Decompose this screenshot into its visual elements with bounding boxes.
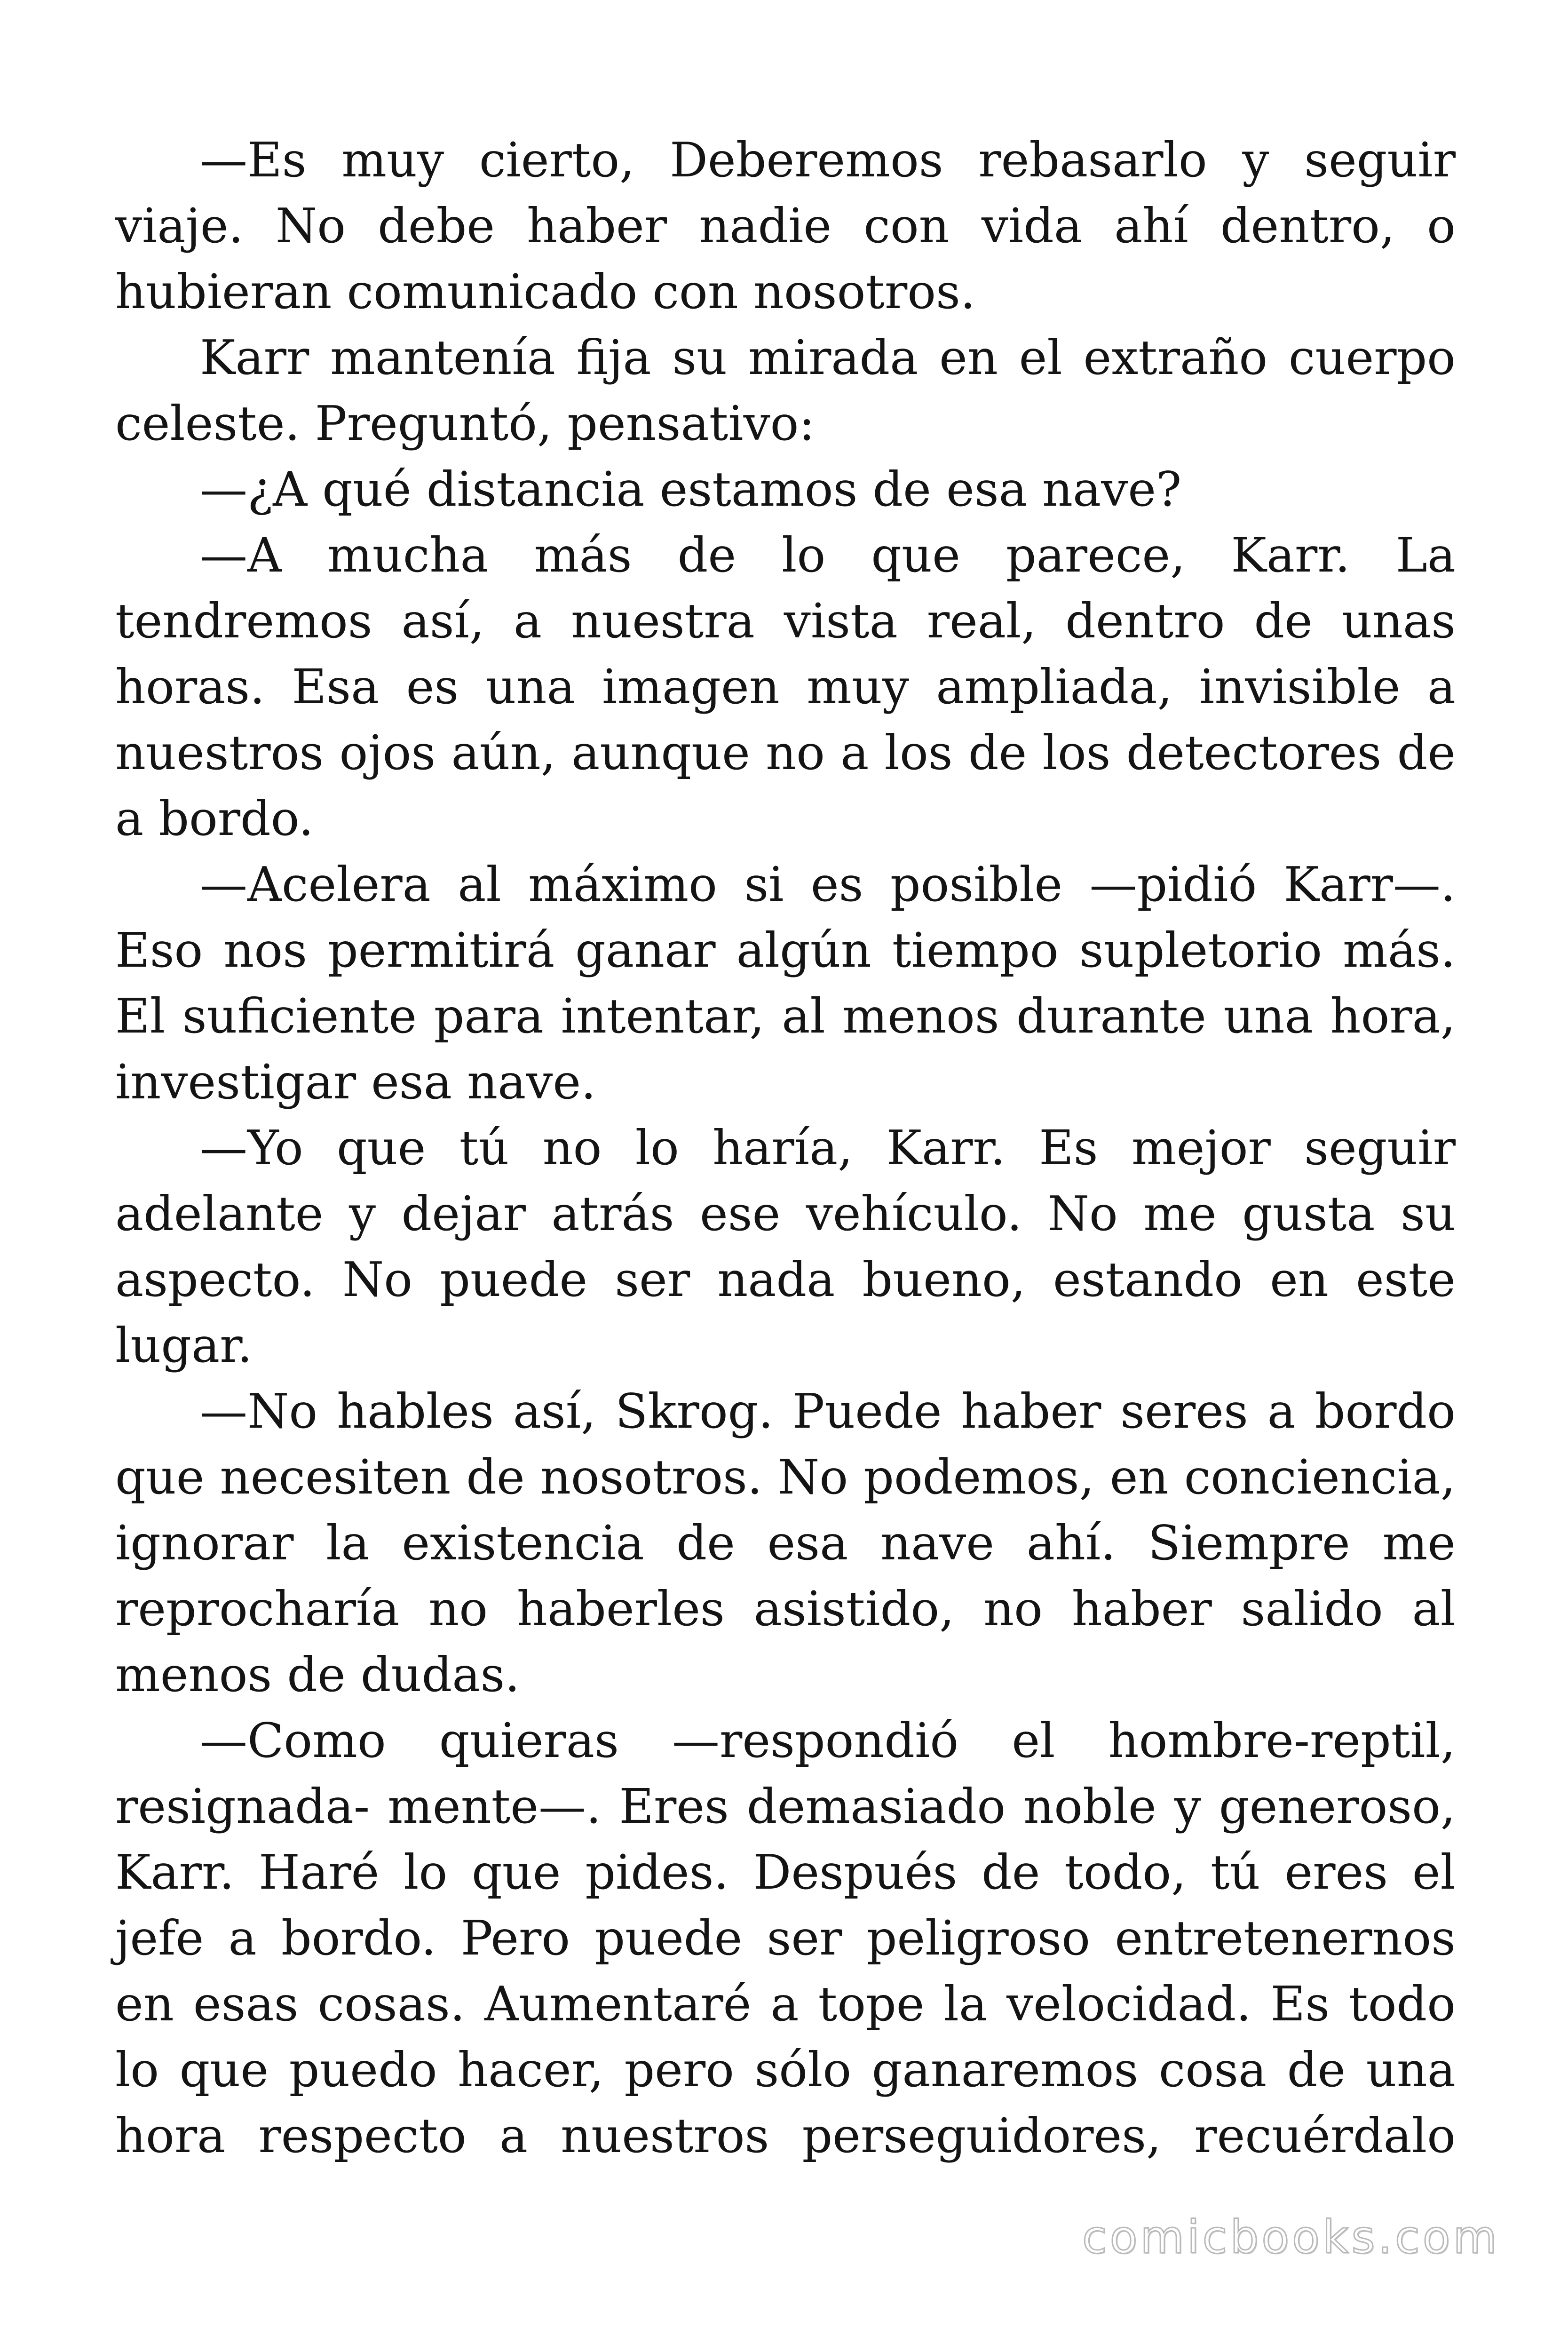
watermark: comicbooks.com: [1082, 2211, 1500, 2264]
paragraph: —Como quieras —respondió el hombre-reptil, resignada- mente—. Eres demasiado noble y generoso, Karr. Haré lo que pides. Después de todo, tú eres el jefe a bordo. Pero puede ser peligroso entretenernos en esas cosas. Aumentaré a tope la velocidad. Es todo lo que puedo hacer, pero sólo ganaremos cosa de una hora respecto a nuestros perseguidores, recuérdalo: [115, 1713, 1456, 2163]
paragraph: Karr mantenía fija su mirada en el extraño cuerpo celeste. Preguntó, pensativo:: [115, 330, 1456, 451]
paragraph: —Yo que tú no lo haría, Karr. Es mejor seguir adelante y dejar atrás ese vehículo. No me gusta su aspecto. No puede ser nada bueno, estando en este lugar.: [115, 1120, 1456, 1373]
paragraph: —Es muy cierto, Deberemos rebasarlo y seguir viaje. No debe haber nadie con vida ahí dentro, o hubieran comunicado con nosotros.: [115, 132, 1456, 319]
paragraph: —¿A qué distancia estamos de esa nave?: [200, 461, 1182, 517]
page-body: [115, 127, 1456, 2169]
paragraph: —No hables así, Skrog. Puede haber seres a bordo que necesiten de nosotros. No podemos, en conciencia, ignorar la existencia de esa nave ahí. Siempre me reprocharía no haberles asistido, no haber salido al menos de dudas.: [115, 1383, 1456, 1702]
paragraph: —A mucha más de lo que parece, Karr. La tendremos así, a nuestra vista real, dentro de unas horas. Esa es una imagen muy ampliada, invisible a nuestros ojos aún, aunque no a los de los detectores de a bordo.: [115, 527, 1456, 846]
paragraph: —Acelera al máximo si es posible —pidió Karr—. Eso nos permitirá ganar algún tiempo supletorio más. El suficiente para intentar, al menos durante una hora, investigar esa nave.: [115, 857, 1456, 1110]
